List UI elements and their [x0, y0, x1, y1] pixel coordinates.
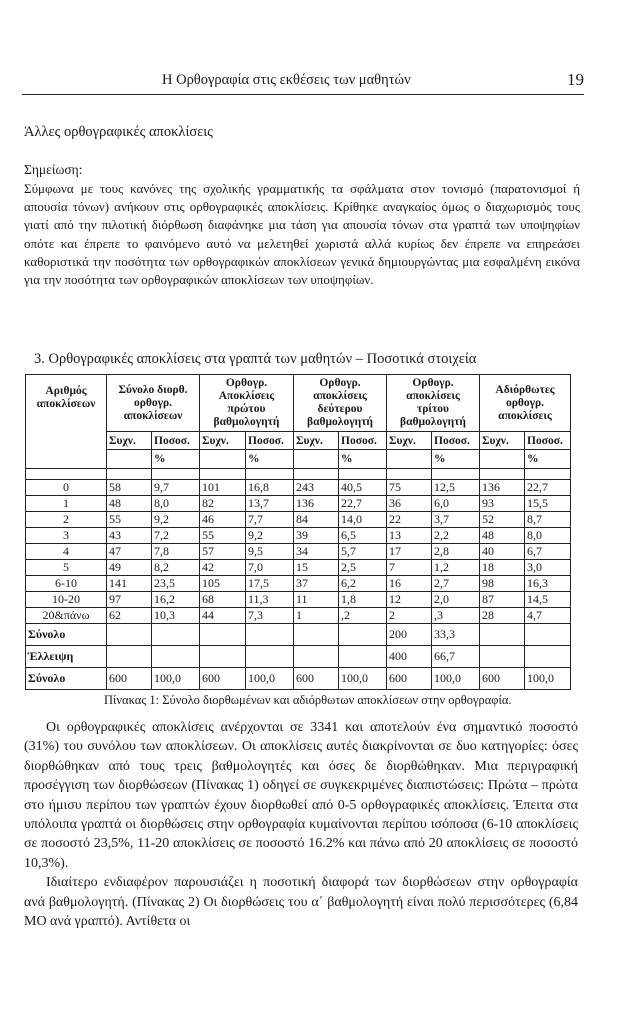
- freq-cell: 36: [387, 496, 432, 512]
- pct-cell: ,2: [339, 608, 387, 624]
- col-group-second-grader: Ορθογρ. αποκλίσεις δεύτερου βαθμολογητή: [294, 375, 387, 432]
- col-group-first-grader: Ορθογρ. Αποκλίσεις πρώτου βαθμολογητή: [200, 375, 294, 432]
- pct-cell: [152, 646, 200, 668]
- row-label: 1: [26, 496, 107, 512]
- pct-cell: 16,3: [525, 576, 571, 592]
- col-header-deviations: Αριθμός αποκλίσεων: [26, 375, 107, 469]
- col-group-third-grader: Ορθογρ. αποκλίσεις τρίτου βαθμολογητή: [387, 375, 480, 432]
- pct-cell: 7,2: [152, 528, 200, 544]
- freq-cell: 87: [480, 592, 525, 608]
- row-label: 3: [26, 528, 107, 544]
- freq-cell: 243: [294, 480, 339, 496]
- table-row: [26, 592, 571, 608]
- freq-cell: 136: [480, 480, 525, 496]
- freq-cell: 15: [294, 560, 339, 576]
- pct-sign: %: [432, 450, 480, 469]
- pct-cell: 17,5: [246, 576, 294, 592]
- pct-cell: 66,7: [432, 646, 480, 668]
- freq-cell: 93: [480, 496, 525, 512]
- freq-cell: 44: [200, 608, 246, 624]
- freq-header: Συχν.: [387, 432, 432, 450]
- pct-cell: 4,7: [525, 608, 571, 624]
- pct-cell: 100,0: [152, 668, 200, 690]
- pct-cell: 3,0: [525, 560, 571, 576]
- freq-cell: 600: [294, 668, 339, 690]
- table-caption: Πίνακας 1: Σύνολο διορθωμένων και αδιόρθωτων αποκλίσεων στην ορθογραφία.: [104, 693, 512, 707]
- freq-cell: 97: [107, 592, 152, 608]
- pct-cell: 16,8: [246, 480, 294, 496]
- table-row: [26, 528, 571, 544]
- freq-header: Συχν.: [107, 432, 152, 450]
- pct-cell: 10,3: [152, 608, 200, 624]
- freq-header: Συχν.: [480, 432, 525, 450]
- freq-cell: [294, 646, 339, 668]
- pct-cell: 3,7: [432, 512, 480, 528]
- pct-cell: 6,5: [339, 528, 387, 544]
- pct-cell: 2,5: [339, 560, 387, 576]
- row-label: 20&πάνω: [26, 608, 107, 624]
- row-label: Σύνολο: [26, 624, 107, 646]
- table-row: [26, 646, 571, 668]
- pct-cell: ,3: [432, 608, 480, 624]
- note-label: Σημείωση:: [24, 162, 83, 177]
- pct-cell: 6,7: [525, 544, 571, 560]
- freq-cell: 68: [200, 592, 246, 608]
- pct-cell: [525, 646, 571, 668]
- page-number: 19: [567, 70, 584, 89]
- freq-cell: 37: [294, 576, 339, 592]
- table-header-row: [26, 375, 571, 432]
- pct-cell: 8,2: [152, 560, 200, 576]
- table-row: [26, 624, 571, 646]
- pct-cell: [339, 624, 387, 646]
- table-row: [26, 480, 571, 496]
- pct-cell: 14,0: [339, 512, 387, 528]
- freq-cell: 34: [294, 544, 339, 560]
- table-row: [26, 668, 571, 690]
- freq-cell: [107, 624, 152, 646]
- table-heading: 3. Ορθογραφικές αποκλίσεις στα γραπτά των μαθητών – Ποσοτικά στοιχεία: [34, 351, 477, 367]
- table-row: [26, 608, 571, 624]
- freq-cell: 2: [387, 608, 432, 624]
- pct-cell: 12,5: [432, 480, 480, 496]
- row-label: 2: [26, 512, 107, 528]
- table-subheader-row-2: [26, 450, 571, 469]
- table-row: [26, 544, 571, 560]
- table-row: [26, 560, 571, 576]
- pct-cell: 6,0: [432, 496, 480, 512]
- pct-cell: 5,7: [339, 544, 387, 560]
- freq-cell: 22: [387, 512, 432, 528]
- pct-cell: 7,0: [246, 560, 294, 576]
- pct-cell: 22,7: [525, 480, 571, 496]
- corrections-table: [25, 374, 571, 690]
- body-text: [24, 718, 578, 931]
- pct-cell: 100,0: [432, 668, 480, 690]
- pct-sign: %: [246, 450, 294, 469]
- pct-cell: [246, 624, 294, 646]
- freq-cell: 12: [387, 592, 432, 608]
- pct-cell: 7,7: [246, 512, 294, 528]
- row-label: 5: [26, 560, 107, 576]
- section-title: Άλλες ορθογραφικές αποκλίσεις: [24, 124, 213, 140]
- freq-cell: 58: [107, 480, 152, 496]
- pct-cell: 13,7: [246, 496, 294, 512]
- freq-cell: 40: [480, 544, 525, 560]
- freq-cell: 39: [294, 528, 339, 544]
- note-text: Σύμφωνα με τους κανόνες της σχολικής γραμματικής τα σφάλματα στον τονισμό (παρατονισμοί ή απουσία τόνων) ανήκουν στις ορθογραφικές αποκλίσεις. Κρίθηκε αναγκαίος όμως ο διαχωρισμός τους γιατί από την πιλοτική διόρθωση διαφάνηκε μια τάση για απουσία τόνων στα γραπτά των υποψηφίων οπότε και έπρεπε το φαινόμενο αυτό να μελετηθεί χωριστά αλλά κυρίως δεν έπρεπε να επηρεάσει καθοριστικά την ποσότητα των ορθογραφικών αποκλίσεων γενικά δημιουργώντας μια εσφαλμένη εικόνα για την ποσότητα των ορθογραφικών αποκλίσεων των υποψηφίων.: [24, 181, 580, 288]
- pct-cell: [152, 624, 200, 646]
- row-label: 0: [26, 480, 107, 496]
- pct-cell: 8,0: [152, 496, 200, 512]
- freq-cell: [200, 646, 246, 668]
- pct-cell: 2,0: [432, 592, 480, 608]
- freq-cell: 28: [480, 608, 525, 624]
- pct-cell: 2,7: [432, 576, 480, 592]
- row-label: Έλλειψη: [26, 646, 107, 668]
- freq-cell: 46: [200, 512, 246, 528]
- freq-cell: 98: [480, 576, 525, 592]
- table-subheader-row: [26, 432, 571, 450]
- freq-cell: 136: [294, 496, 339, 512]
- freq-cell: 55: [107, 512, 152, 528]
- freq-cell: 84: [294, 512, 339, 528]
- freq-cell: 43: [107, 528, 152, 544]
- table-spacer-row: [26, 469, 571, 480]
- freq-cell: 48: [480, 528, 525, 544]
- pct-cell: 2,2: [432, 528, 480, 544]
- pct-header: Ποσοσ.: [246, 432, 294, 450]
- pct-cell: 7,3: [246, 608, 294, 624]
- pct-cell: 100,0: [246, 668, 294, 690]
- freq-cell: 13: [387, 528, 432, 544]
- row-label: Σύνολο: [26, 668, 107, 690]
- freq-cell: 42: [200, 560, 246, 576]
- freq-cell: 101: [200, 480, 246, 496]
- freq-cell: [107, 646, 152, 668]
- running-header: [22, 70, 584, 95]
- pct-sign: %: [152, 450, 200, 469]
- pct-cell: 8,7: [525, 512, 571, 528]
- freq-cell: 105: [200, 576, 246, 592]
- freq-cell: 600: [107, 668, 152, 690]
- row-label: 4: [26, 544, 107, 560]
- pct-header: Ποσοσ.: [152, 432, 200, 450]
- row-label: 6-10: [26, 576, 107, 592]
- freq-cell: 16: [387, 576, 432, 592]
- pct-cell: 14,5: [525, 592, 571, 608]
- freq-cell: 49: [107, 560, 152, 576]
- table-row: [26, 576, 571, 592]
- pct-header: Ποσοσ.: [432, 432, 480, 450]
- pct-cell: [525, 624, 571, 646]
- pct-cell: 33,3: [432, 624, 480, 646]
- freq-cell: 600: [480, 668, 525, 690]
- pct-cell: 16,2: [152, 592, 200, 608]
- freq-cell: 141: [107, 576, 152, 592]
- col-group-total: Σύνολο διορθ. ορθογρ. αποκλίσεων: [107, 375, 200, 432]
- pct-sign: %: [525, 450, 571, 469]
- pct-cell: 1,8: [339, 592, 387, 608]
- freq-cell: 600: [200, 668, 246, 690]
- freq-cell: [480, 646, 525, 668]
- freq-cell: 47: [107, 544, 152, 560]
- freq-cell: 48: [107, 496, 152, 512]
- freq-cell: 18: [480, 560, 525, 576]
- pct-cell: 8,0: [525, 528, 571, 544]
- pct-cell: 9,2: [246, 528, 294, 544]
- freq-cell: 57: [200, 544, 246, 560]
- pct-cell: 9,2: [152, 512, 200, 528]
- row-label: 10-20: [26, 592, 107, 608]
- pct-cell: 100,0: [525, 668, 571, 690]
- pct-cell: 9,5: [246, 544, 294, 560]
- freq-cell: 600: [387, 668, 432, 690]
- freq-cell: 1: [294, 608, 339, 624]
- pct-cell: 7,8: [152, 544, 200, 560]
- pct-cell: 9,7: [152, 480, 200, 496]
- freq-cell: [294, 624, 339, 646]
- freq-cell: [200, 624, 246, 646]
- freq-cell: 400: [387, 646, 432, 668]
- freq-cell: 55: [200, 528, 246, 544]
- table-body: [26, 469, 571, 690]
- freq-cell: 82: [200, 496, 246, 512]
- freq-cell: 17: [387, 544, 432, 560]
- pct-header: Ποσοσ.: [525, 432, 571, 450]
- freq-cell: 11: [294, 592, 339, 608]
- freq-header: Συχν.: [294, 432, 339, 450]
- pct-cell: 40,5: [339, 480, 387, 496]
- pct-cell: 1,2: [432, 560, 480, 576]
- pct-cell: [339, 646, 387, 668]
- col-group-uncorrected: Αδιόρθωτες ορθογρ. αποκλίσεις: [480, 375, 571, 432]
- freq-header: Συχν.: [200, 432, 246, 450]
- freq-cell: 75: [387, 480, 432, 496]
- pct-cell: 23,5: [152, 576, 200, 592]
- running-title: Η Ορθογραφία στις εκθέσεις των μαθητών: [162, 72, 411, 88]
- pct-cell: 6,2: [339, 576, 387, 592]
- freq-cell: 7: [387, 560, 432, 576]
- pct-cell: 22,7: [339, 496, 387, 512]
- freq-cell: 62: [107, 608, 152, 624]
- paragraph: Ιδιαίτερο ενδιαφέρον παρουσιάζει η ποσοτική διαφορά των διορθώσεων στην ορθογραφία ανά βαθμολογητή. (Πίνακας 2) Οι διορθώσεις του α΄ βαθμολογητή είναι πολύ περισσότερες (6,84 ΜΟ ανά γραπτό). Αντίθετα οι: [24, 875, 578, 930]
- paragraph: Οι ορθογραφικές αποκλίσεις ανέρχονται σε 3341 και αποτελούν ένα σημαντικό ποσοστό (31%) του συνόλου των αποκλίσεων. Οι αποκλίσεις αυτές διακρίνονται σε δυο κατηγορίες: όσες διορθώθηκαν από τους τρεις βαθμολογητές και όσες δε διορθώθηκαν. Μια περιγραφική προσέγγιση των διορθώσεων (Πίνακας 1) οδηγεί σε συγκεκριμένες διαπιστώσεις: Πρώτα – πρώτα στο ήμισυ περίπου των γραπτών έχουν διορθωθεί από 0-5 ορθογραφικές αποκλίσεις. Έπειτα στα υπόλοιπα γραπτά οι διορθώσεις στην ορθογραφία κυμαίνονται περίπου ισόποσα (6-10 αποκλίσεις σε ποσοστό 23,5%, 11-20 αποκλίσεις σε ποσοστό 16.2% και πάνω από 20 αποκλίσεις σε ποσοστό 10,3%).: [24, 720, 578, 871]
- pct-cell: 11,3: [246, 592, 294, 608]
- freq-cell: 52: [480, 512, 525, 528]
- pct-sign: %: [339, 450, 387, 469]
- pct-cell: 2,8: [432, 544, 480, 560]
- table-row: [26, 512, 571, 528]
- pct-cell: 15,5: [525, 496, 571, 512]
- freq-cell: 200: [387, 624, 432, 646]
- freq-cell: [480, 624, 525, 646]
- table-row: [26, 496, 571, 512]
- pct-cell: [246, 646, 294, 668]
- pct-cell: 100,0: [339, 668, 387, 690]
- pct-header: Ποσοσ.: [339, 432, 387, 450]
